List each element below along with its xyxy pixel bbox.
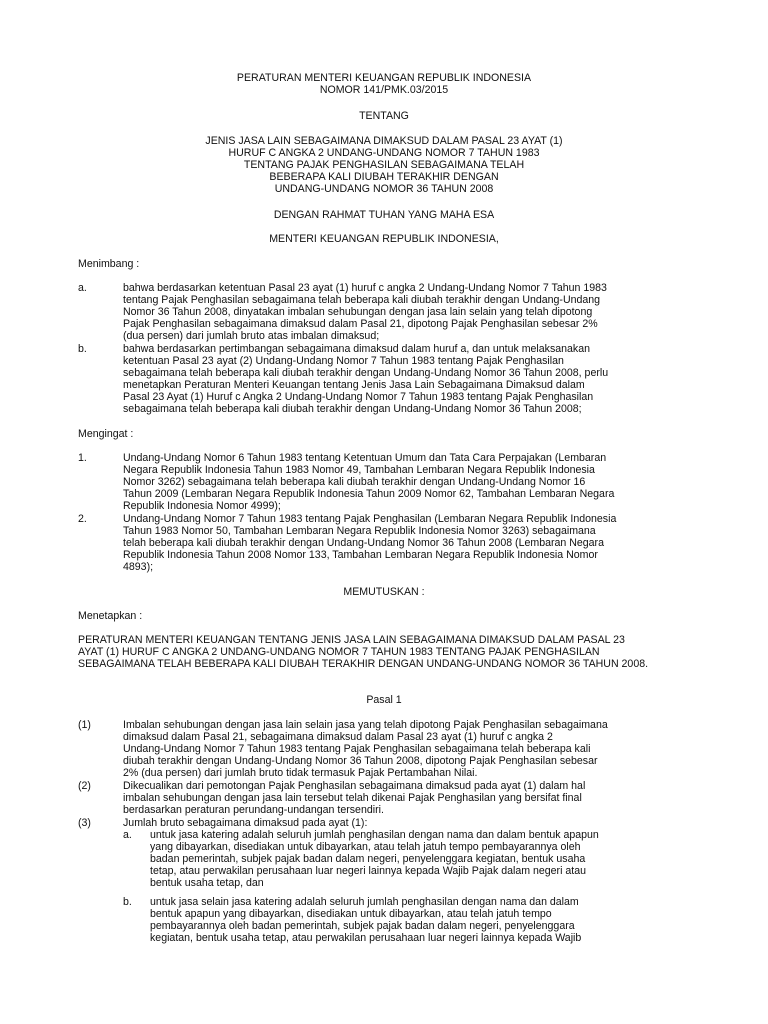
subject-line: JENIS JASA LAIN SEBAGAIMANA DIMAKSUD DALAM PASAL 23 AYAT (1) xyxy=(205,135,563,147)
pasal-1-heading: Pasal 1 xyxy=(366,694,402,706)
minister-line: MENTERI KEUANGAN REPUBLIK INDONESIA, xyxy=(269,233,499,245)
item-text: bahwa berdasarkan pertimbangan sebagaimana dimaksud dalam huruf a, dan untuk melaksanakan ketentuan Pasal 23 ayat (2) Undang-Undang Nomor 7 Tahun 1983 tentang Pajak Penghasilan sebagaimana telah beberapa kali diubah terakhir dengan Undang-Undang Nomor 36 Tahun 2008, perlu menetapkan Peraturan Menteri Keuangan tentang Jenis Jasa Lain Sebagaimana Dimaksud dalam Pasal 23 Ayat (1) Huruf c Angka 2 Undang-Undang Nomor 7 Tahun 1983 tentang Pajak Penghasilan sebagaimana telah beberapa kali diubah terakhir dengan Undang-Undang Nomor 36 Tahun 2008; xyxy=(123,343,609,416)
ayat-text: Imbalan sehubungan dengan jasa lain selain jasa yang telah dipotong Pajak Penghasilan sebagaimana dimaksud dalam Pasal 21, sebagaimana dimaksud dalam Pasal 23 ayat (1) huruf c angka 2 Undang-Undang Nomor 7 Tahun 1983 tentang Pajak Penghasilan sebagaimana telah beberapa kali diubah terakhir dengan Undang-Undang Nomor 36 Tahun 2008, dipotong Pajak Penghasilan sebesar 2% (dua persen) dari jumlah bruto tidak termasuk Pajak Pertambahan Nilai. xyxy=(123,719,608,780)
item-text: Undang-Undang Nomor 7 Tahun 1983 tentang Pajak Penghasilan (Lembaran Negara Republik Indonesia Tahun 1983 Nomor 50, Tambahan Lembaran Negara Republik Indonesia Nomor 3263) sebagaimana telah beberapa kali diubah terakhir dengan Undang-Undang Nomor 36 Tahun 2008 (Lembaran Negara Republik Indonesia Tahun 2008 Nomor 133, Tambahan Lembaran Negara Republik Indonesia Nomor 4893); xyxy=(123,513,617,574)
menetapkan-text: PERATURAN MENTERI KEUANGAN TENTANG JENIS JASA LAIN SEBAGAIMANA DIMAKSUD DALAM PASAL 23 AYAT (1) HURUF C ANGKA 2 UNDANG-UNDANG NOMOR 7 TAHUN 1983 TENTANG PAJAK PENGHASILAN SEBAGAIMANA TELAH BEBERAPA KALI DIUBAH TERAKHIR DENGAN UNDANG-UNDANG NOMOR 36 TAHUN 2008. xyxy=(78,634,649,671)
ayat-number: (2) xyxy=(78,780,91,792)
menetapkan-label: Menetapkan : xyxy=(78,610,143,622)
menimbang-label: Menimbang : xyxy=(78,258,140,270)
subject-line: BEBERAPA KALI DIUBAH TERAKHIR DENGAN xyxy=(269,171,499,184)
title-line: PERATURAN MENTERI KEUANGAN REPUBLIK INDONESIA xyxy=(236,72,532,84)
tentang-heading: TENTANG xyxy=(359,110,409,122)
item-text: Undang-Undang Nomor 6 Tahun 1983 tentang Ketentuan Umum dan Tata Cara Perpajakan (Lembaran Negara Republik Indonesia Tahun 1983 Nomor 49, Tambahan Lembaran Negara Republik Indonesia Nomor 3262) sebagaimana telah beberapa kali diubah terakhir dengan Undang-Undang Nomor 16 Tahun 2009 (Lembaran Negara Republik Indonesia Tahun 2009 Nomor 62, Tambahan Lembaran Negara Republik Indonesia Nomor 4999); xyxy=(123,452,615,513)
mengingat-label: Mengingat : xyxy=(78,428,134,440)
sub-item-letter: a. xyxy=(123,829,132,841)
item-number: b. xyxy=(78,343,87,355)
regulation-number: NOMOR 141/PMK.03/2015 xyxy=(319,84,449,97)
blessing-line: DENGAN RAHMAT TUHAN YANG MAHA ESA xyxy=(273,209,495,221)
item-number: 2. xyxy=(78,513,87,525)
subject-line: UNDANG-UNDANG NOMOR 36 TAHUN 2008 xyxy=(274,183,494,196)
item-number: 1. xyxy=(78,452,87,464)
item-number: a. xyxy=(78,282,87,294)
ayat-text: Dikecualikan dari pemotongan Pajak Penghasilan sebagaimana dimaksud pada ayat (1) dalam hal imbalan sehubungan dengan jasa lain tersebut telah dikenai Pajak Penghasilan yang bersifat final berdasarkan peraturan perundang-undangan tersendiri. xyxy=(123,780,586,817)
sub-item-letter: b. xyxy=(123,896,132,908)
ayat-number: (1) xyxy=(78,719,91,731)
subject-line: TENTANG PAJAK PENGHASILAN SEBAGAIMANA TELAH xyxy=(243,159,525,172)
ayat-text: Jumlah bruto sebagaimana dimaksud pada ayat (1): xyxy=(123,817,368,829)
memutuskan-heading: MEMUTUSKAN : xyxy=(343,586,425,598)
item-text: bahwa berdasarkan ketentuan Pasal 23 ayat (1) huruf c angka 2 Undang-Undang Nomor 7 Tahun 1983 tentang Pajak Penghasilan sebagaimana telah beberapa kali diubah terakhir dengan Undang-Undang Nomor 36 Tahun 2008, dinyatakan imbalan sehubungan dengan jasa lain selain yang telah dipotong Pajak Penghasilan sebagaimana dimaksud dalam Pasal 21, dipotong Pajak Penghasilan sebesar 2% (dua persen) dari jumlah bruto atas imbalan dimaksud; xyxy=(123,282,607,343)
sub-item-text: untuk jasa katering adalah seluruh jumlah penghasilan dengan nama dan dalam bentuk apapun yang dibayarkan, disediakan untuk dibayarkan, atau telah jatuh tempo pembayarannya oleh badan pemerintah, subjek pajak badan dalam negeri, penyelenggara kegiatan, bentuk usaha tetap, atau perwakilan perusahaan luar negeri lainnya kepada Wajib Pajak dalam negeri atau bentuk usaha tetap, dan xyxy=(150,829,599,890)
subject-line: HURUF C ANGKA 2 UNDANG-UNDANG NOMOR 7 TAHUN 1983 xyxy=(228,147,540,160)
sub-item-text: untuk jasa selain jasa katering adalah seluruh jumlah penghasilan dengan nama dan dalam bentuk apapun yang dibayarkan, disediakan untuk dibayarkan, atau telah jatuh tempo pembayarannya oleh badan pemerintah, subjek pajak badan dalam negeri, penyelenggara kegiatan, bentuk usaha tetap, atau perwakilan perusahaan luar negeri lainnya kepada Wajib xyxy=(150,896,582,945)
regulation-subject xyxy=(0,135,768,195)
ayat-number: (3) xyxy=(78,817,91,829)
regulation-title xyxy=(0,72,768,96)
